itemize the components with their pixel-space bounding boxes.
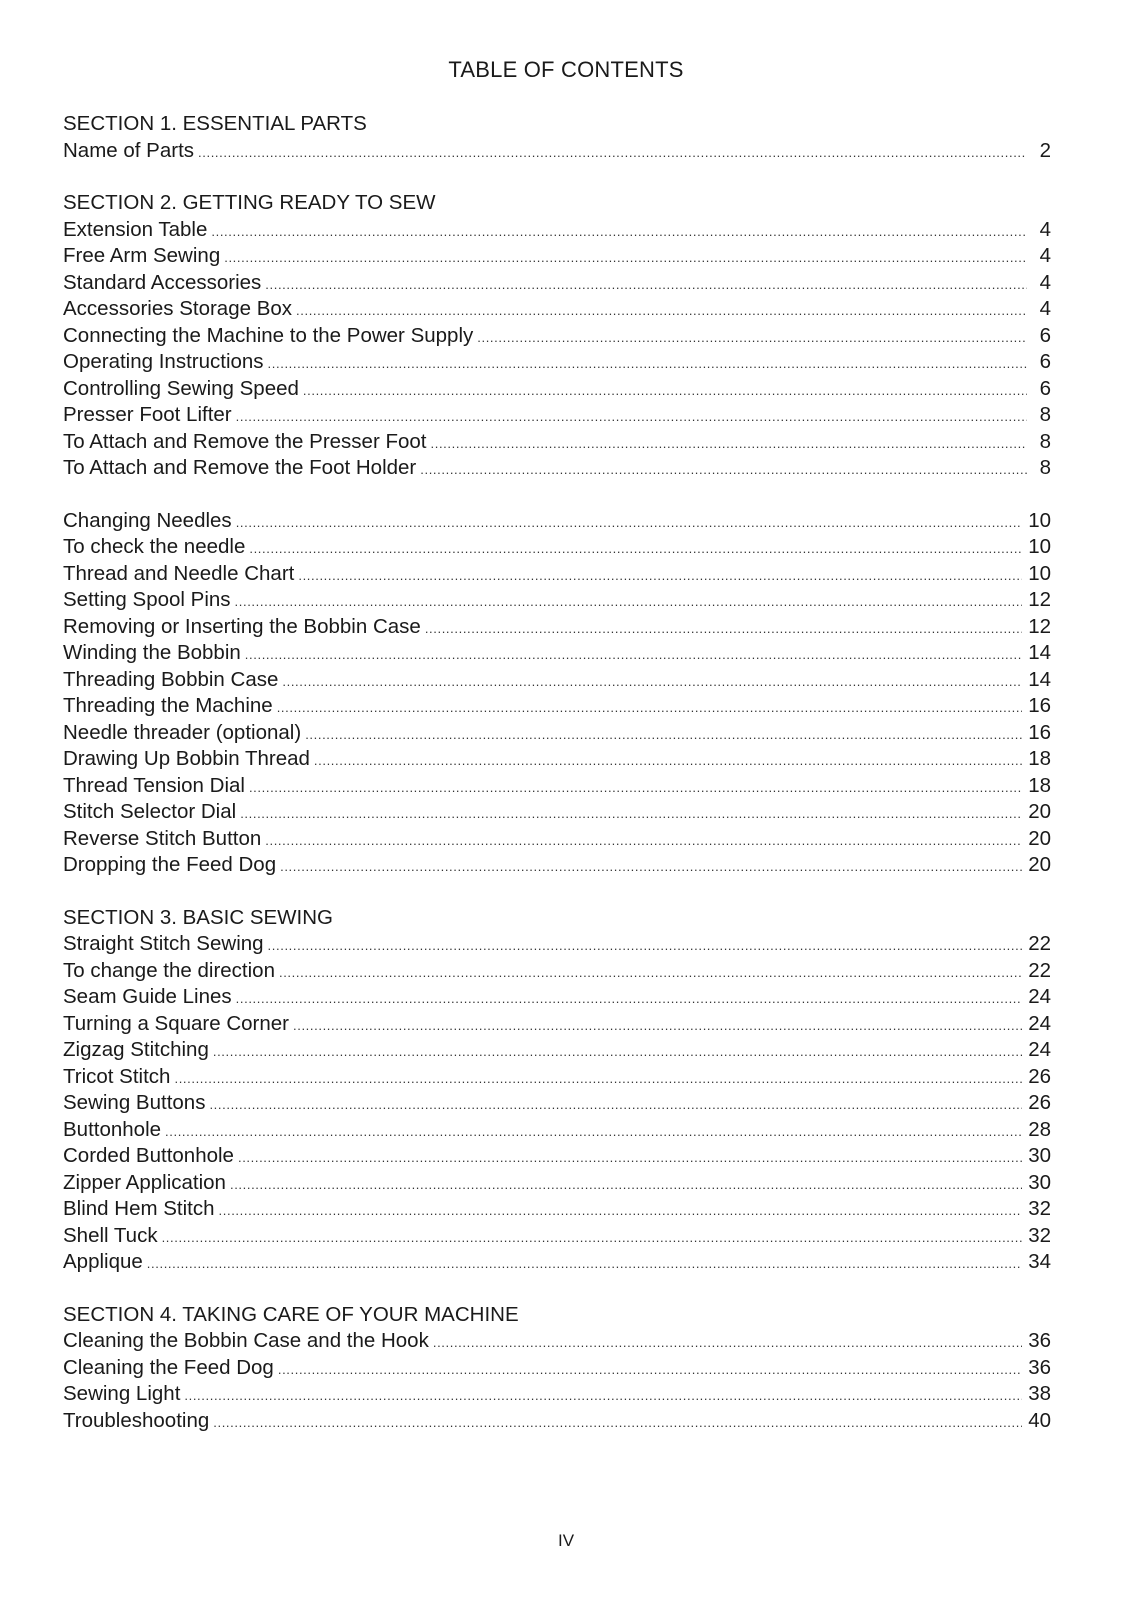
dot-leader [213,1410,1022,1437]
dot-leader [277,695,1023,722]
dot-leader [477,325,1027,352]
toc-entry-label: Threading the Machine [63,694,273,717]
toc-entry-label: To Attach and Remove the Presser Foot [63,429,427,453]
toc-entry[interactable] [63,1090,1051,1117]
dot-leader [298,563,1022,590]
toc-entry[interactable] [63,1223,1051,1250]
dot-leader [224,245,1027,272]
toc-entry-label: Winding the Bobbin [63,641,241,664]
toc-entry-page-number: 32 [1028,1197,1051,1220]
toc-entry[interactable] [63,958,1051,985]
dot-leader [162,1225,1023,1252]
toc-entry-label: Thread Tension Dial [63,773,245,797]
toc-entry-label: Shell Tuck [63,1223,158,1247]
dot-leader [282,669,1022,696]
toc-entry[interactable] [63,746,1051,773]
toc-entry-page-number: 36 [1028,1329,1051,1352]
dot-leader [296,298,1027,325]
toc-entry[interactable] [63,561,1051,588]
dot-leader [249,775,1022,802]
toc-entry[interactable] [63,640,1051,667]
toc-entry-label: Sewing Buttons [63,1091,206,1114]
toc-entry[interactable] [63,1011,1051,1038]
dot-leader [165,1119,1022,1146]
toc-entry[interactable] [63,1143,1051,1170]
toc-entry-label: Extension Table [63,217,208,241]
toc-entry-page-number: 12 [1028,588,1051,611]
toc-entry-label: Drawing Up Bobbin Thread [63,747,310,770]
toc-entry-page-number: 24 [1028,985,1051,1008]
toc-entry-label: Dropping the Feed Dog [63,853,277,876]
toc-entry-label: Presser Foot Lifter [63,403,232,426]
toc-entry-page-number: 16 [1028,720,1051,744]
toc-entry[interactable] [63,1064,1051,1091]
toc-entry-page-number: 12 [1028,614,1051,638]
toc-entry[interactable] [63,349,1051,376]
page-number-footer: IV [557,1531,575,1550]
toc-entry-page-number: 2 [1039,138,1051,162]
toc-entry-label: Tricot Stitch [63,1064,171,1088]
toc-entry-label: Buttonhole [63,1117,162,1141]
toc-entry-page-number: 26 [1028,1064,1051,1088]
toc-entry-page-number: 6 [1039,350,1051,373]
toc-entry[interactable] [63,1196,1051,1223]
toc-entry-label: Applique [63,1250,143,1273]
dot-leader [305,722,1022,749]
toc-entry-page-number: 36 [1028,1355,1051,1379]
dot-leader [236,404,1027,431]
toc-entry-page-number: 16 [1028,694,1051,717]
dot-leader [268,933,1023,960]
dot-leader [433,1330,1022,1357]
dot-leader [314,748,1022,775]
toc-entry-page-number: 18 [1028,773,1051,797]
toc-entry[interactable] [63,1355,1051,1382]
toc-entry-page-number: 14 [1028,667,1051,691]
toc-entry-page-number: 10 [1028,535,1051,558]
toc-entry-page-number: 34 [1028,1250,1051,1273]
toc-entry-page-number: 20 [1028,800,1051,823]
dot-leader [420,457,1027,484]
toc-entry-label: Removing or Inserting the Bobbin Case [63,614,421,638]
toc-entry-page-number: 22 [1028,932,1051,955]
toc-entry[interactable] [63,1381,1051,1408]
dot-leader [236,510,1023,537]
toc-entry-label: Cleaning the Bobbin Case and the Hook [63,1329,429,1352]
toc-entry-page-number: 10 [1028,508,1051,532]
toc-entry-page-number: 20 [1028,853,1051,876]
toc-entry-page-number: 8 [1039,429,1051,453]
dot-leader [219,1198,1023,1225]
toc-entry[interactable] [63,852,1051,879]
toc-entry-label: Threading Bobbin Case [63,667,279,691]
toc-entry[interactable] [63,217,1051,244]
toc-entry-label: Zigzag Stitching [63,1038,209,1061]
toc-entry-page-number: 40 [1028,1408,1051,1432]
toc-entry-page-number: 22 [1028,958,1051,982]
dot-leader [230,1172,1022,1199]
dot-leader [279,960,1022,987]
toc-entry-label: To change the direction [63,958,275,982]
toc-entry[interactable] [63,773,1051,800]
toc-entry-page-number: 24 [1028,1038,1051,1061]
toc-entry-page-number: 18 [1028,747,1051,770]
toc-entry-page-number: 4 [1039,244,1051,267]
dot-leader [280,854,1022,881]
toc-entry-label: Corded Buttonhole [63,1144,234,1167]
dot-leader [174,1066,1022,1093]
dot-leader [265,272,1027,299]
dot-leader [184,1383,1022,1410]
toc-entry-page-number: 26 [1028,1091,1051,1114]
dot-leader [278,1357,1022,1384]
toc-entry-label: To check the needle [63,535,246,558]
toc-entry[interactable] [63,1408,1051,1435]
section-spacer [63,879,1051,905]
table-of-contents [63,111,1051,1434]
toc-entry[interactable] [63,1117,1051,1144]
toc-entry-page-number: 4 [1039,270,1051,294]
toc-entry-label: Troubleshooting [63,1408,210,1432]
toc-entry[interactable] [63,693,1051,720]
dot-leader [236,986,1023,1013]
dot-leader [209,1092,1022,1119]
toc-entry[interactable] [63,1249,1051,1276]
dot-leader [211,219,1027,246]
dot-leader [431,431,1028,458]
dot-leader [238,1145,1022,1172]
toc-entry-label: Standard Accessories [63,270,262,294]
section-spacer [63,482,1051,508]
toc-entry-label: Cleaning the Feed Dog [63,1355,274,1379]
toc-entry[interactable] [63,323,1051,350]
dot-leader [198,140,1027,167]
toc-entry-page-number: 38 [1028,1382,1051,1405]
toc-entry-label: Controlling Sewing Speed [63,376,299,400]
toc-entry-label: Zipper Application [63,1170,226,1194]
dot-leader [147,1251,1022,1278]
toc-entry-label: To Attach and Remove the Foot Holder [63,456,417,479]
dot-leader [249,536,1022,563]
toc-entry-label: Needle threader (optional) [63,720,302,744]
toc-entry[interactable] [63,534,1051,561]
toc-entry[interactable] [63,667,1051,694]
toc-entry-label: Reverse Stitch Button [63,826,262,850]
toc-entry-label: Thread and Needle Chart [63,561,295,585]
toc-entry[interactable] [63,826,1051,853]
toc-entry[interactable] [63,587,1051,614]
dot-leader [245,642,1022,669]
toc-entry[interactable] [63,931,1051,958]
toc-entry-page-number: 30 [1028,1170,1051,1194]
toc-entry-label: Sewing Light [63,1382,181,1405]
dot-leader [240,801,1022,828]
toc-entry-label: Name of Parts [63,138,195,162]
toc-entry[interactable] [63,614,1051,641]
toc-entry-page-number: 32 [1028,1223,1051,1247]
toc-entry[interactable] [63,720,1051,747]
page-title: TABLE OF CONTENTS [448,57,684,82]
toc-entry[interactable] [63,402,1051,429]
toc-entry[interactable] [63,270,1051,297]
section-heading: SECTION 4. TAKING CARE OF YOUR MACHINE [63,1302,519,1326]
toc-entry[interactable] [63,296,1051,323]
dot-leader [425,616,1022,643]
toc-entry-page-number: 8 [1039,403,1051,426]
toc-entry-page-number: 6 [1039,376,1051,400]
toc-entry-page-number: 24 [1028,1011,1051,1035]
section-heading: SECTION 3. BASIC SEWING [63,905,333,929]
toc-entry-page-number: 14 [1028,641,1051,664]
toc-entry[interactable] [63,1170,1051,1197]
toc-entry-label: Seam Guide Lines [63,985,232,1008]
toc-entry-page-number: 10 [1028,561,1051,585]
toc-entry[interactable] [63,138,1051,165]
toc-entry-page-number: 30 [1028,1144,1051,1167]
dot-leader [265,828,1022,855]
toc-entry-label: Straight Stitch Sewing [63,932,264,955]
toc-entry-label: Operating Instructions [63,350,264,373]
toc-entry-label: Blind Hem Stitch [63,1197,215,1220]
toc-entry-page-number: 20 [1028,826,1051,850]
toc-entry[interactable] [63,799,1051,826]
toc-entry-label: Free Arm Sewing [63,244,221,267]
toc-entry-label: Stitch Selector Dial [63,800,237,823]
section-spacer [63,164,1051,190]
dot-leader [235,589,1023,616]
toc-entry-page-number: 6 [1039,323,1051,347]
toc-entry[interactable] [63,429,1051,456]
toc-entry-page-number: 4 [1039,217,1051,241]
toc-entry[interactable] [63,243,1051,270]
dot-leader [213,1039,1022,1066]
toc-entry[interactable] [63,376,1051,403]
toc-entry-label: Setting Spool Pins [63,588,231,611]
toc-entry[interactable] [63,455,1051,482]
toc-entry-label: Changing Needles [63,508,232,532]
toc-entry[interactable] [63,1037,1051,1064]
dot-leader [293,1013,1022,1040]
toc-entry-label: Connecting the Machine to the Power Supply [63,323,474,347]
toc-entry[interactable] [63,984,1051,1011]
toc-entry[interactable] [63,508,1051,535]
dot-leader [268,351,1027,378]
section-heading: SECTION 1. ESSENTIAL PARTS [63,112,367,135]
toc-entry-label: Accessories Storage Box [63,297,293,320]
toc-entry-page-number: 8 [1039,456,1051,479]
section-heading: SECTION 2. GETTING READY TO SEW [63,191,436,214]
dot-leader [303,378,1027,405]
toc-entry-page-number: 28 [1028,1117,1051,1141]
toc-entry-page-number: 4 [1039,297,1051,320]
section-spacer [63,1276,1051,1302]
toc-entry-label: Turning a Square Corner [63,1011,290,1035]
toc-entry[interactable] [63,1328,1051,1355]
